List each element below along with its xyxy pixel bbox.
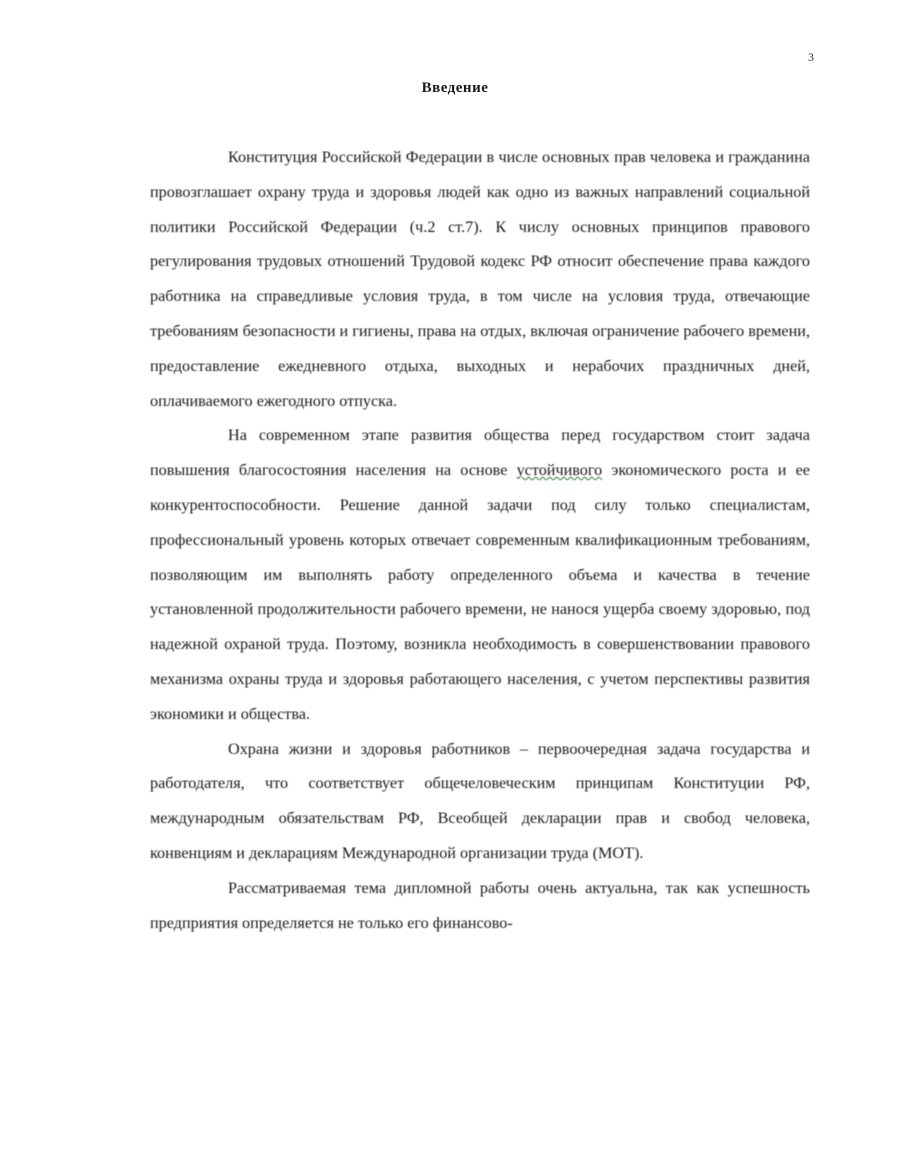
paragraph: Рассматриваемая тема дипломной работы очень актуальна, так как успешность предприятия определяется не только его финансово- — [150, 878, 810, 932]
page-number: 3 — [808, 50, 814, 64]
paragraph-text: На современном этапе развития общества перед государством стоит задача повышения благосостояния населения на основе — [150, 426, 810, 480]
paragraph: Конституция Российской Федерации в числе основных прав человека и гражданина провозглашает охрану труда и здоровья людей как одно из важных направлений социальной политики Российской Федерации (ч.2 ст.7). К числу основных принципов правового регулирования трудовых отношений Трудовой кодекс РФ относит обеспечение права каждого работника на справедливые условия труда, в том числе на условия труда, отвечающие требованиям безопасности и гигиены, права на отдых, включая ограничение рабочего времени, предоставление ежедневного отдыха, выходных и нерабочих праздничных дней, оплачиваемого ежегодного отпуска. — [150, 148, 810, 410]
page-title: Введение — [421, 80, 489, 96]
document-body — [150, 140, 810, 940]
spellcheck-marked-word: устойчивого — [516, 461, 603, 480]
paragraph-text: экономического роста и ее конкурентоспособности. Решение данной задачи под силу только специалистам, профессиональный уровень которых отвечает современным квалификационным требованиям, позволяющим им выполнять работу определенного объема и качества в течение установленной продолжительности рабочего времени, не нанося ущерба своему здоровью, под надежной охраной труда. Поэтому, возникла необходимость в совершенствовании правового механизма охраны труда и здоровья работающего населения, с учетом перспективы развития экономики и общества. — [150, 461, 810, 723]
paragraph — [150, 418, 810, 731]
paragraph: Охрана жизни и здоровья работников – первоочередная задача государства и работодателя, что соответствует общечеловеческим принципам Конституции РФ, международным обязательствам РФ, Всеобщей декларации прав и свобод человека, конвенциям и декларациям Международной организации труда (МОТ). — [150, 739, 810, 862]
